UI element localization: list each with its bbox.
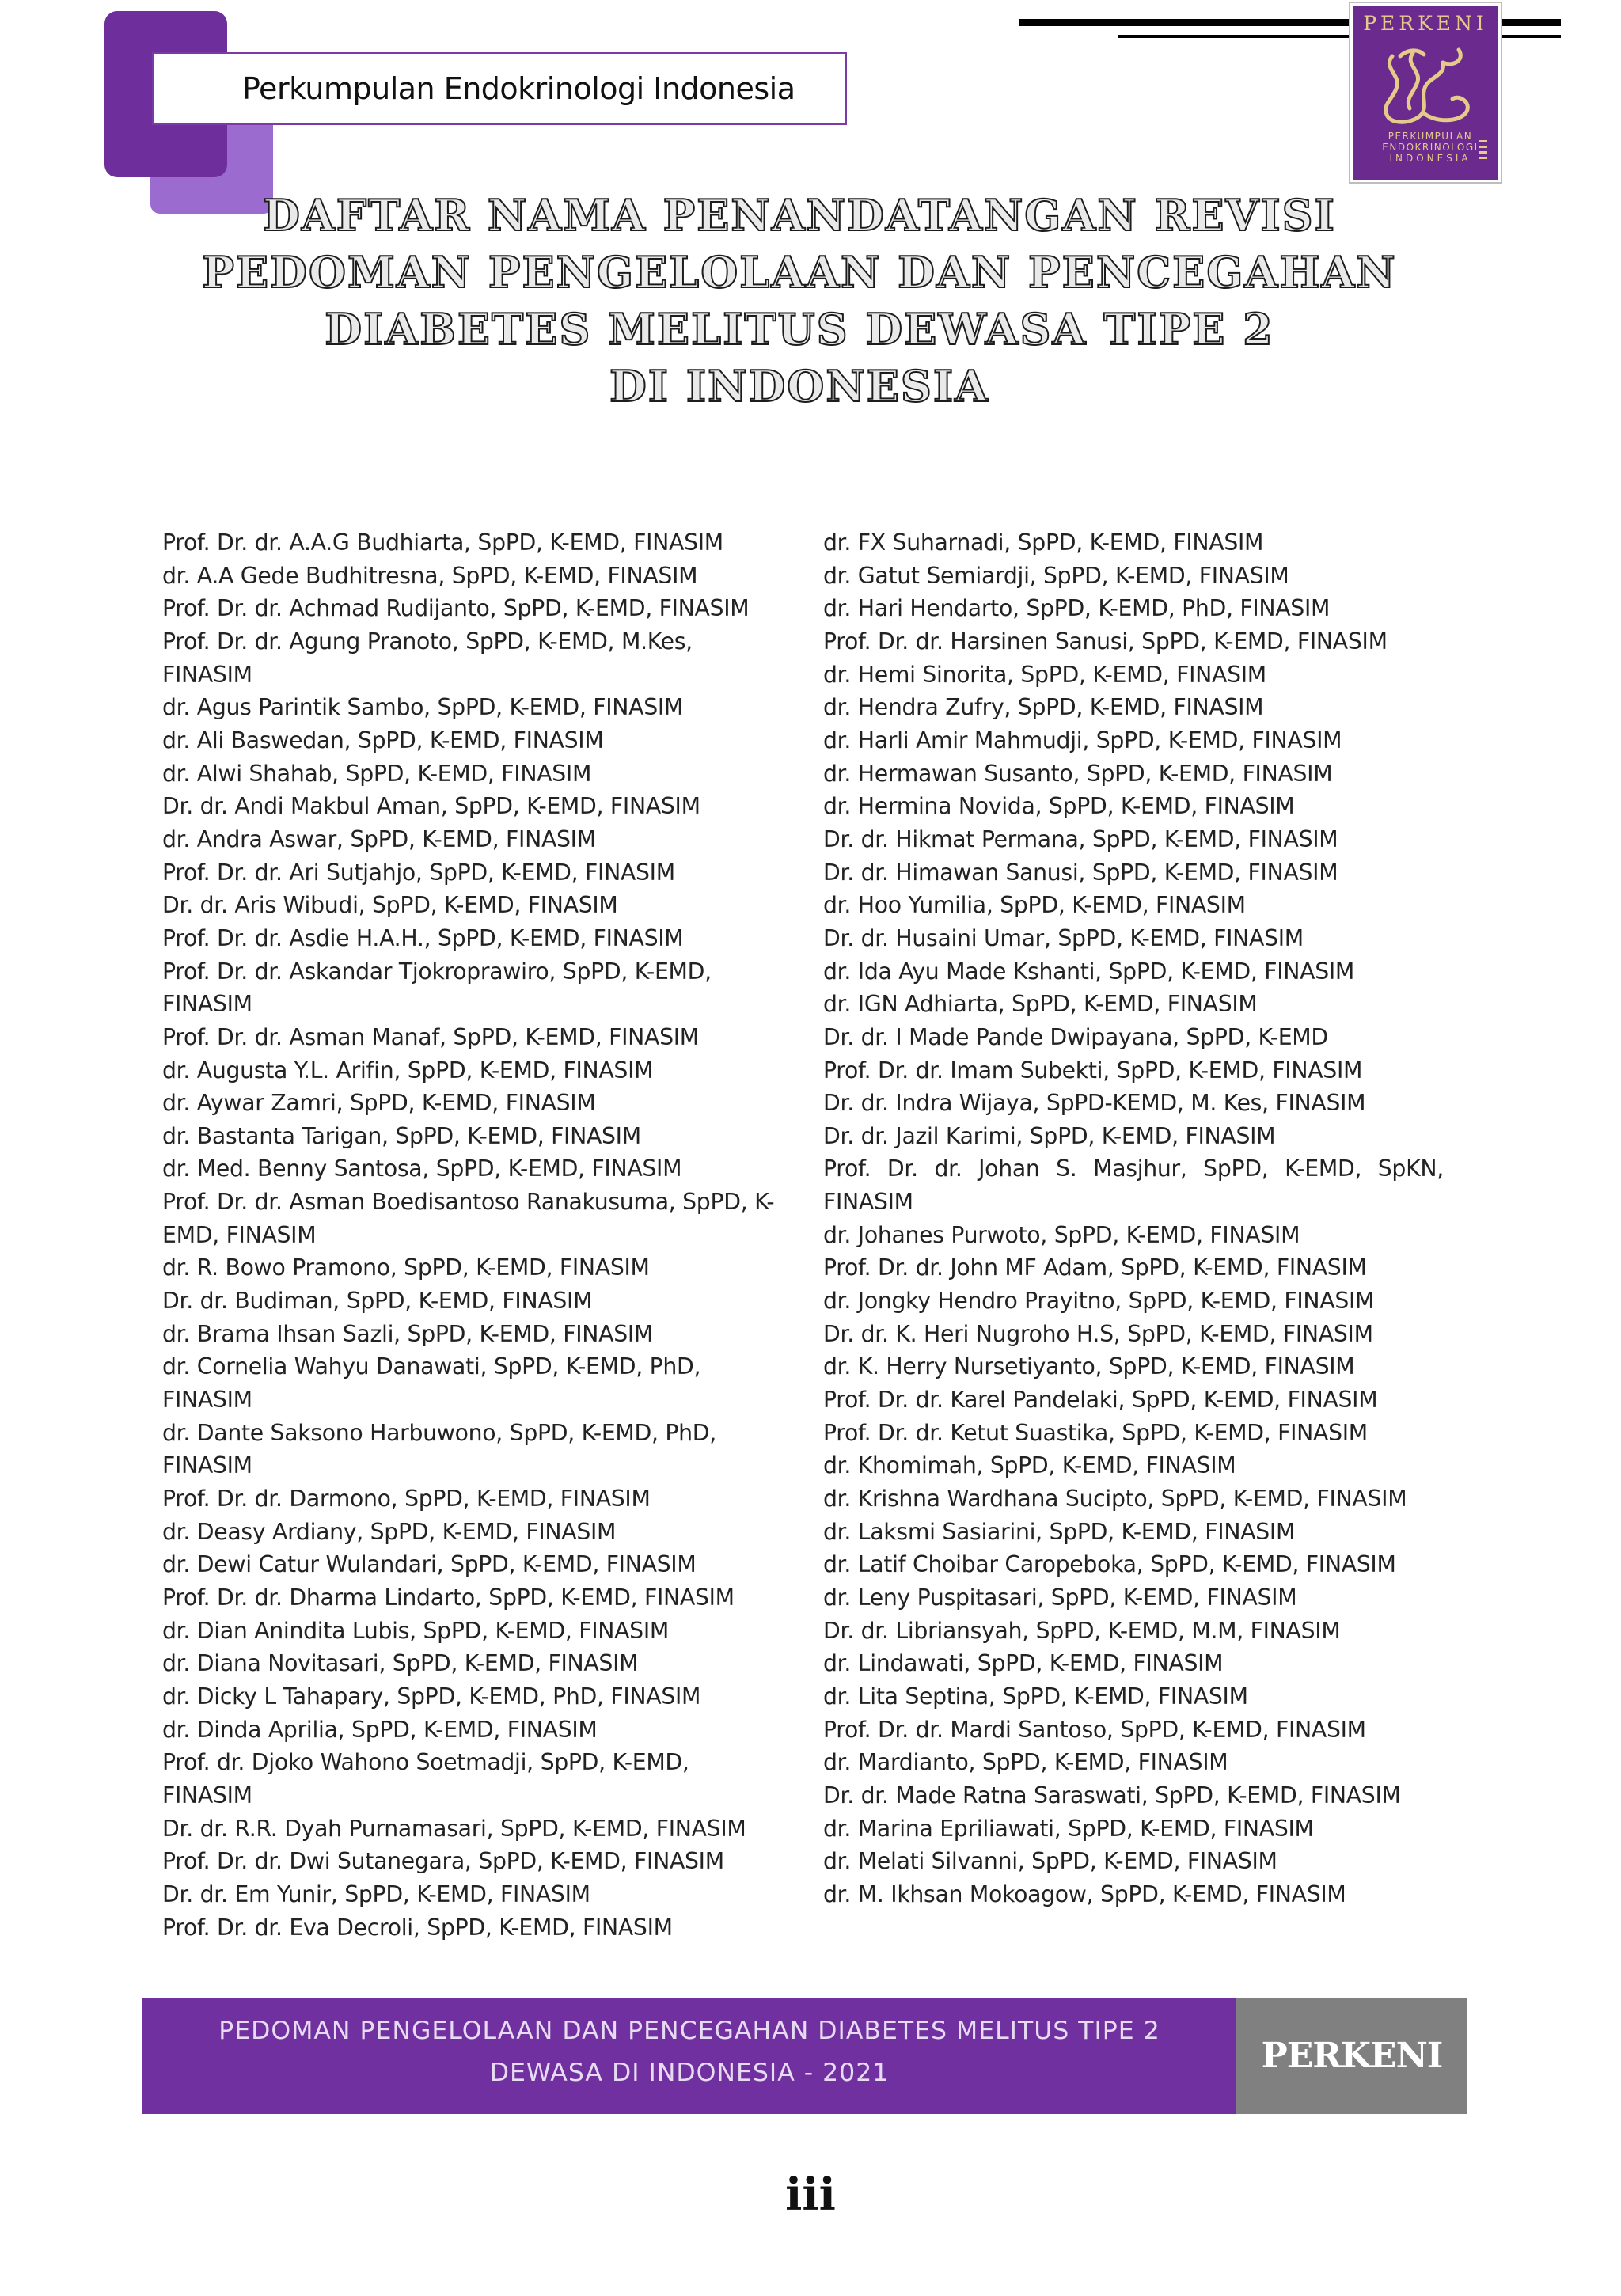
signatory-line: dr. Krishna Wardhana Sucipto, SpPD, K-EMD, FINASIM	[823, 1486, 1407, 1512]
signatory-list-left	[162, 526, 788, 1944]
signatory-line: Prof. dr. Djoko Wahono Soetmadji, SpPD, K-EMD,	[162, 1749, 689, 1776]
footer-text-line-2: DEWASA DI INDONESIA - 2021	[489, 2059, 890, 2087]
signatory-line: dr. Dante Saksono Harbuwono, SpPD, K-EMD, PhD,	[162, 1419, 716, 1446]
title-line-2: PEDOMAN PENGELOLAAN DAN PENCEGAHAN	[202, 247, 1397, 298]
signatory-line: dr. Melati Silvanni, SpPD, K-EMD, FINASIM	[823, 1848, 1277, 1875]
signatory-line: Prof. Dr. dr. Achmad Rudijanto, SpPD, K-EMD, FINASIM	[162, 595, 750, 622]
logo-title: PERKENI	[1363, 12, 1488, 35]
signatory-line: dr. Jongky Hendro Prayitno, SpPD, K-EMD, FINASIM	[823, 1288, 1375, 1315]
header-rule-thin	[1118, 35, 1355, 38]
signatory-line: dr. FX Suharnadi, SpPD, K-EMD, FINASIM	[823, 529, 1264, 556]
signatory-line: dr. K. Herry Nursetiyanto, SpPD, K-EMD, FINASIM	[823, 1353, 1355, 1380]
signatory-line: dr. Dian Anindita Lubis, SpPD, K-EMD, FINASIM	[162, 1617, 670, 1644]
signatory-line: dr. Latif Choibar Caropeboka, SpPD, K-EMD, FINASIM	[823, 1551, 1396, 1578]
signatory-line: Prof. Dr. dr. Asman Manaf, SpPD, K-EMD, FINASIM	[162, 1023, 699, 1050]
signatory-line: FINASIM	[162, 661, 252, 688]
signatory-line: dr. Hendra Zufry, SpPD, K-EMD, FINASIM	[823, 694, 1264, 721]
signatory-line: dr. Augusta Y.L. Arifin, SpPD, K-EMD, FINASIM	[162, 1057, 654, 1083]
signatory-line: dr. R. Bowo Pramono, SpPD, K-EMD, FINASIM	[162, 1254, 650, 1281]
signatory-line: Prof. Dr. dr. Dharma Lindarto, SpPD, K-EMD, FINASIM	[162, 1584, 735, 1611]
header-banner	[152, 52, 847, 125]
signatory-line: Prof. Dr. dr. Darmono, SpPD, K-EMD, FINASIM	[162, 1486, 651, 1512]
signatory-line: dr. Agus Parintik Sambo, SpPD, K-EMD, FINASIM	[162, 694, 684, 721]
signatory-line: Dr. dr. I Made Pande Dwipayana, SpPD, K-EMD	[823, 1023, 1328, 1050]
header-rule-thick-right	[1498, 19, 1561, 26]
signatory-line: dr. Lita Septina, SpPD, K-EMD, FINASIM	[823, 1683, 1248, 1710]
signatory-word: dr.	[934, 1156, 962, 1182]
signatory-line: dr. Andra Aswar, SpPD, K-EMD, FINASIM	[162, 825, 596, 852]
signatory-line: FINASIM	[162, 1452, 252, 1479]
signatory-line: dr. Deasy Ardiany, SpPD, K-EMD, FINASIM	[162, 1518, 617, 1545]
signatory-line: Dr. dr. Andi Makbul Aman, SpPD, K-EMD, FINASIM	[162, 793, 700, 820]
signatory-word: Masjhur,	[1093, 1156, 1187, 1182]
signatory-word: Dr.	[886, 1156, 918, 1182]
signatory-line: dr. Bastanta Tarigan, SpPD, K-EMD, FINASIM	[162, 1122, 641, 1149]
signatory-line: dr. Hermawan Susanto, SpPD, K-EMD, FINASIM	[823, 760, 1333, 787]
signatory-line: dr. Ida Ayu Made Kshanti, SpPD, K-EMD, FINASIM	[823, 958, 1355, 985]
signatory-line: dr. A.A Gede Budhitresna, SpPD, K-EMD, FINASIM	[162, 562, 698, 589]
footer-text-line-1: PEDOMAN PENGELOLAAN DAN PENCEGAHAN DIABETES MELITUS TIPE 2	[218, 2017, 1160, 2045]
signatory-line: dr. Johanes Purwoto, SpPD, K-EMD, FINASIM	[823, 1221, 1300, 1248]
signatory-line: dr. Hermina Novida, SpPD, K-EMD, FINASIM	[823, 793, 1295, 820]
signatory-line: Dr. dr. Himawan Sanusi, SpPD, K-EMD, FINASIM	[823, 859, 1338, 886]
logo-subtitle-3: INDONESIA	[1389, 153, 1471, 164]
signatory-line: dr. Laksmi Sasiarini, SpPD, K-EMD, FINASIM	[823, 1518, 1296, 1545]
header-rule-thin-right	[1498, 35, 1561, 38]
signatory-line: Dr. dr. Jazil Karimi, SpPD, K-EMD, FINASIM	[823, 1122, 1276, 1149]
footer-brand-box	[1236, 1998, 1467, 2114]
signatory-line: FINASIM	[162, 991, 252, 1018]
title-line-3: DIABETES MELITUS DEWASA TIPE 2	[325, 304, 1274, 355]
header-banner-text: Perkumpulan Endokrinologi Indonesia	[242, 71, 795, 106]
signatory-line: Prof. Dr. dr. Asdie H.A.H., SpPD, K-EMD, FINASIM	[162, 924, 684, 951]
signatory-line: dr. Hemi Sinorita, SpPD, K-EMD, FINASIM	[823, 661, 1266, 688]
signatory-line: Prof. Dr. dr. A.A.G Budhiarta, SpPD, K-EMD, FINASIM	[162, 529, 723, 556]
header-rule-thick	[1019, 19, 1352, 26]
signatory-line: dr. M. Ikhsan Mokoagow, SpPD, K-EMD, FINASIM	[823, 1880, 1346, 1907]
title-line-4: DI INDONESIA	[609, 361, 990, 412]
signatory-line: Dr. dr. Aris Wibudi, SpPD, K-EMD, FINASIM	[162, 892, 618, 919]
signatory-line	[823, 1152, 1444, 1186]
signatory-line: Dr. dr. Indra Wijaya, SpPD-KEMD, M. Kes, FINASIM	[823, 1090, 1366, 1117]
signatory-line: Dr. dr. Hikmat Permana, SpPD, K-EMD, FINASIM	[823, 825, 1338, 852]
signatory-line: dr. Diana Novitasari, SpPD, K-EMD, FINASIM	[162, 1650, 639, 1677]
signatory-line: dr. Khomimah, SpPD, K-EMD, FINASIM	[823, 1452, 1236, 1479]
logo-emblem-icon	[1376, 40, 1476, 129]
signatory-line: dr. Leny Puspitasari, SpPD, K-EMD, FINASIM	[823, 1584, 1297, 1611]
signatory-word: Johan	[978, 1156, 1040, 1182]
footer-band	[142, 1998, 1236, 2114]
signatory-line: Prof. Dr. dr. Asman Boedisantoso Ranakusuma, SpPD, K-	[162, 1189, 775, 1216]
signatory-line: Prof. Dr. dr. Harsinen Sanusi, SpPD, K-EMD, FINASIM	[823, 628, 1388, 655]
signatory-line: Prof. Dr. dr. Dwi Sutanegara, SpPD, K-EMD, FINASIM	[162, 1848, 724, 1875]
perkeni-logo	[1350, 3, 1501, 182]
signatory-line: Dr. dr. R.R. Dyah Purnamasari, SpPD, K-EMD, FINASIM	[162, 1815, 746, 1842]
footer-brand: PERKENI	[1261, 2036, 1443, 2076]
signatory-line: dr. Dewi Catur Wulandari, SpPD, K-EMD, FINASIM	[162, 1551, 697, 1578]
signatory-word: S.	[1056, 1156, 1077, 1182]
signatory-word: SpKN,	[1377, 1156, 1444, 1182]
title-line-1: DAFTAR NAMA PENANDATANGAN REVISI	[263, 190, 1336, 241]
signatory-line: dr. IGN Adhiarta, SpPD, K-EMD, FINASIM	[823, 991, 1258, 1018]
signatory-line: dr. Harli Amir Mahmudji, SpPD, K-EMD, FINASIM	[823, 727, 1342, 753]
page-number: iii	[785, 2169, 836, 2221]
logo-subtitle-1: PERKUMPULAN	[1388, 131, 1473, 142]
signatory-word: SpPD,	[1203, 1156, 1269, 1182]
logo-subtitle-2: ENDOKRINOLOGI	[1382, 142, 1479, 153]
signatory-line: Prof. Dr. dr. Askandar Tjokroprawiro, SpPD, K-EMD,	[162, 958, 712, 985]
signatory-line: Dr. dr. Husaini Umar, SpPD, K-EMD, FINASIM	[823, 924, 1304, 951]
signatory-line: Prof. Dr. dr. Agung Pranoto, SpPD, K-EMD, M.Kes,	[162, 628, 693, 655]
signatory-line: dr. Ali Baswedan, SpPD, K-EMD, FINASIM	[162, 727, 604, 753]
page-title	[158, 187, 1441, 415]
signatory-line: Prof. Dr. dr. Mardi Santoso, SpPD, K-EMD, FINASIM	[823, 1716, 1366, 1743]
signatory-line: Dr. dr. Made Ratna Saraswati, SpPD, K-EMD, FINASIM	[823, 1782, 1401, 1808]
signatory-line: Prof. Dr. dr. Imam Subekti, SpPD, K-EMD, FINASIM	[823, 1057, 1363, 1083]
signatory-line: Prof. Dr. dr. Karel Pandelaki, SpPD, K-EMD, FINASIM	[823, 1387, 1378, 1414]
signatory-line: Prof. Dr. dr. Ketut Suastika, SpPD, K-EMD, FINASIM	[823, 1419, 1368, 1446]
signatory-line: EMD, FINASIM	[162, 1221, 317, 1248]
signatory-line: dr. Alwi Shahab, SpPD, K-EMD, FINASIM	[162, 760, 592, 787]
signatory-line: dr. Mardianto, SpPD, K-EMD, FINASIM	[823, 1749, 1228, 1776]
signatory-line: Prof. Dr. dr. Eva Decroli, SpPD, K-EMD, FINASIM	[162, 1914, 673, 1941]
signatory-line: dr. Cornelia Wahyu Danawati, SpPD, K-EMD, PhD,	[162, 1353, 701, 1380]
signatory-line: dr. Gatut Semiardji, SpPD, K-EMD, FINASIM	[823, 562, 1289, 589]
signatory-list-right	[823, 526, 1456, 1911]
signatory-line: dr. Hari Hendarto, SpPD, K-EMD, PhD, FINASIM	[823, 595, 1331, 622]
signatory-line: dr. Brama Ihsan Sazli, SpPD, K-EMD, FINASIM	[162, 1320, 654, 1347]
signatory-line: dr. Marina Epriliawati, SpPD, K-EMD, FINASIM	[823, 1815, 1314, 1842]
signatory-line: dr. Med. Benny Santosa, SpPD, K-EMD, FINASIM	[162, 1156, 682, 1182]
signatory-line: FINASIM	[162, 1782, 252, 1808]
logo-bars	[1479, 140, 1487, 164]
signatory-line: dr. Dinda Aprilia, SpPD, K-EMD, FINASIM	[162, 1716, 598, 1743]
signatory-line: Prof. Dr. dr. John MF Adam, SpPD, K-EMD, FINASIM	[823, 1254, 1367, 1281]
signatory-line: Dr. dr. Budiman, SpPD, K-EMD, FINASIM	[162, 1288, 593, 1315]
signatory-line: FINASIM	[823, 1189, 913, 1216]
signatory-line: Dr. dr. K. Heri Nugroho H.S, SpPD, K-EMD, FINASIM	[823, 1320, 1373, 1347]
signatory-line: dr. Hoo Yumilia, SpPD, K-EMD, FINASIM	[823, 892, 1246, 919]
signatory-line: Dr. dr. Em Yunir, SpPD, K-EMD, FINASIM	[162, 1880, 590, 1907]
signatory-line: dr. Dicky L Tahapary, SpPD, K-EMD, PhD, FINASIM	[162, 1683, 701, 1710]
signatory-line: FINASIM	[162, 1387, 252, 1414]
signatory-word: Prof.	[823, 1156, 871, 1182]
signatory-line: dr. Lindawati, SpPD, K-EMD, FINASIM	[823, 1650, 1224, 1677]
signatory-line: dr. Aywar Zamri, SpPD, K-EMD, FINASIM	[162, 1090, 596, 1117]
signatory-word: K-EMD,	[1285, 1156, 1362, 1182]
signatory-line: Dr. dr. Libriansyah, SpPD, K-EMD, M.M, FINASIM	[823, 1617, 1341, 1644]
signatory-line: Prof. Dr. dr. Ari Sutjahjo, SpPD, K-EMD, FINASIM	[162, 859, 675, 886]
